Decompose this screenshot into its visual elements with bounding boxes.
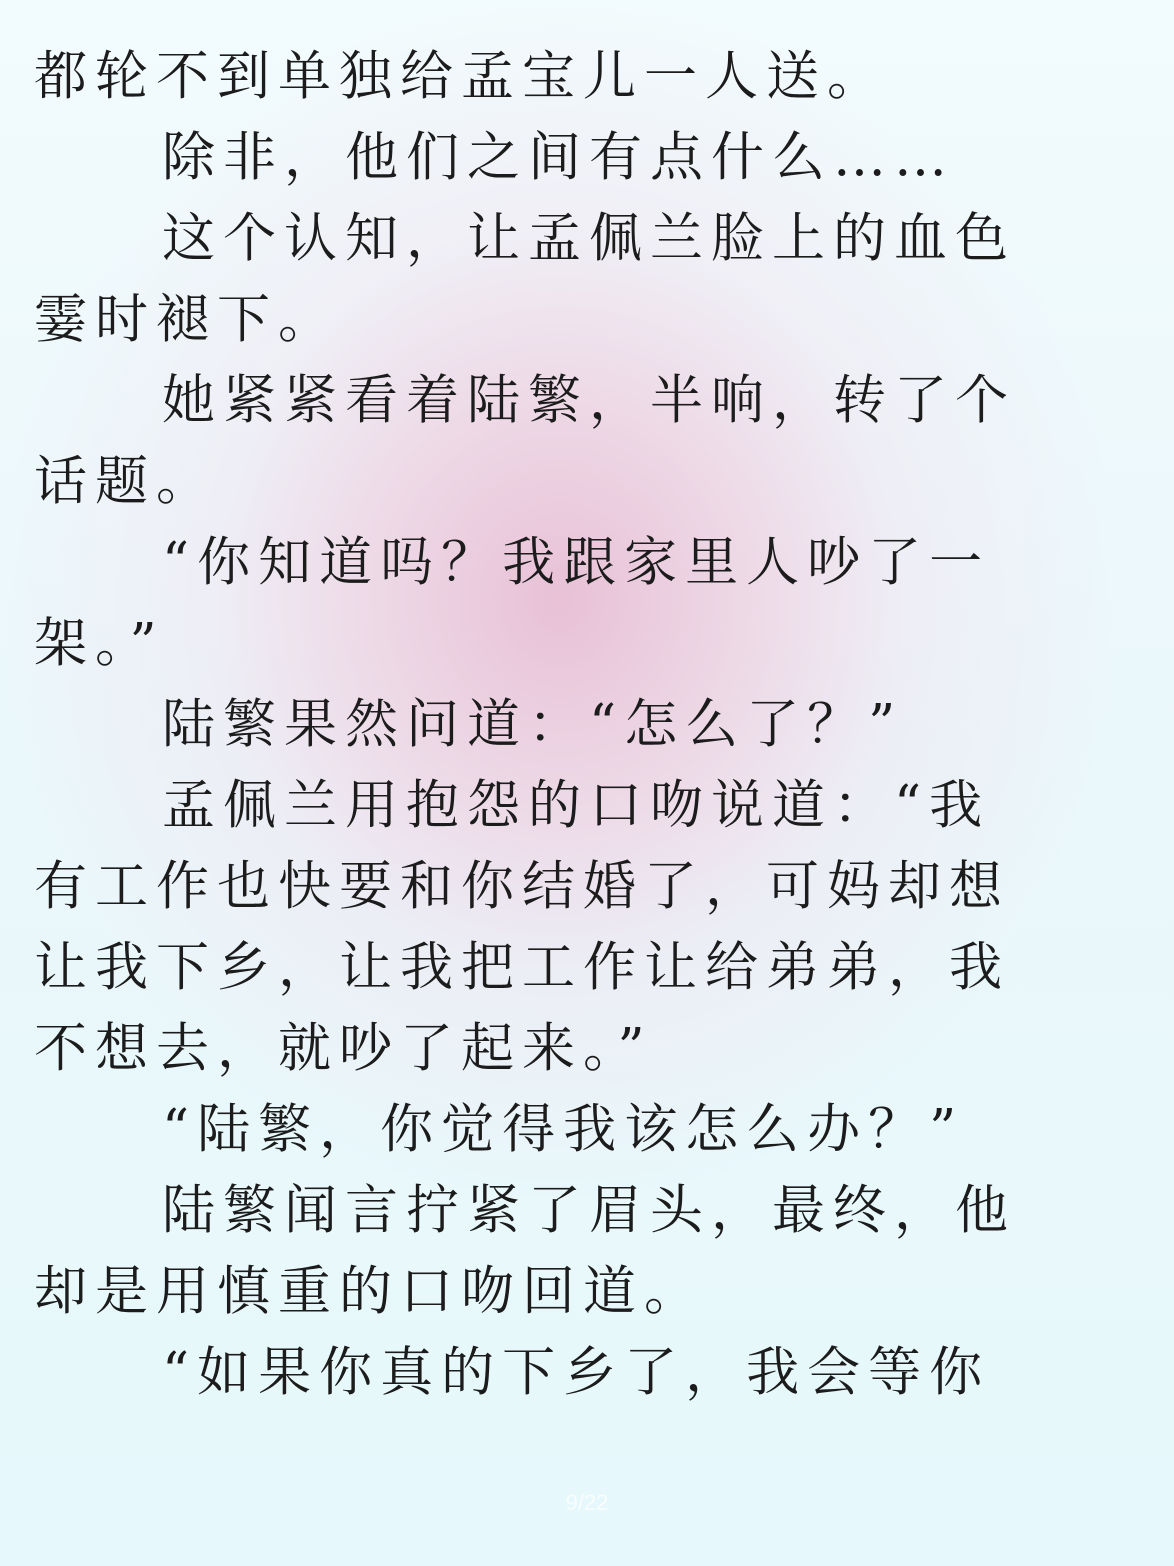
text-line: 陆繁闻言拧紧了眉头，最终，他 [162,1180,1016,1241]
text-line: 让我下乡，让我把工作让给弟弟，我 [34,937,1010,998]
text-line: 这个认知，让孟佩兰脸上的血色 [162,208,1016,269]
text-line: “你知道吗？我跟家里人吵了一 [162,532,991,593]
text-line: 霎时褪下。 [34,289,339,350]
page-indicator: 9/22 [565,1490,609,1515]
text-line: 孟佩兰用抱怨的口吻说道：“我 [162,775,991,836]
text-line: “陆繁，你觉得我该怎么办？” [162,1099,965,1160]
novel-text [34,36,1094,1413]
text-line: 话题。 [34,451,217,512]
text-line: 却是用慎重的口吻回道。 [34,1261,705,1322]
text-line: 除非，他们之间有点什么…… [162,127,955,188]
text-line: 陆繁果然问道：“怎么了？” [162,694,904,755]
text-line: 都轮不到单独给孟宝儿一人送。 [34,46,888,107]
text-line: “如果你真的下乡了，我会等你 [162,1342,991,1403]
text-line: 她紧紧看着陆繁，半响，转了个 [162,370,1016,431]
text-line: 有工作也快要和你结婚了，可妈却想 [34,856,1010,917]
text-line: 不想去，就吵了起来。” [34,1018,653,1079]
text-line: 架。” [34,613,165,674]
